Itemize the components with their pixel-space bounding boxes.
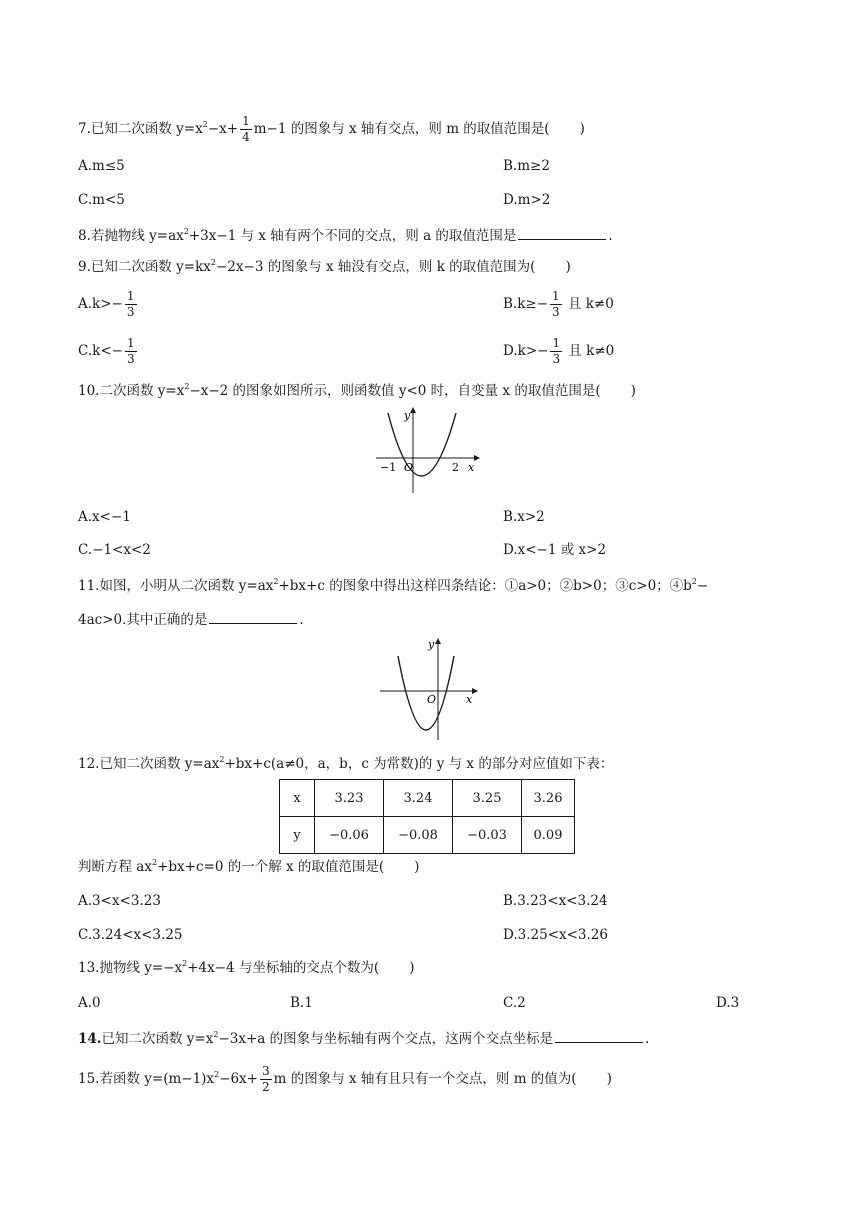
- y-axis-label: y: [404, 409, 411, 422]
- q13-bracket-close: ): [409, 960, 415, 976]
- q9-option-b: [503, 289, 614, 320]
- q12-judge-post: +bx+c=0 的一个解 x 的取值范围是(: [157, 859, 385, 875]
- answer-blank: [518, 225, 606, 240]
- q9-bracket-close: ): [565, 259, 571, 275]
- fraction-denominator: 3: [126, 352, 135, 366]
- exponent: 2: [182, 959, 188, 968]
- exponent: 2: [691, 577, 697, 586]
- question-10: [78, 381, 636, 401]
- question-11-line-1: [78, 576, 708, 596]
- q7-text-pre: 7.已知二次函数 y=x: [78, 121, 203, 137]
- fraction-denominator: 4: [242, 130, 250, 144]
- q7-bracket-close: ): [579, 121, 585, 137]
- q15-bracket-close: ): [606, 1071, 612, 1087]
- y-axis-label: y: [428, 638, 435, 651]
- q9-b-condition: 且 k≠0: [567, 296, 614, 312]
- q10-text-pre: 10.二次函数 y=x: [78, 383, 185, 399]
- table-cell: −0.06: [315, 817, 384, 854]
- q12-option-b: B.3.23<x<3.24: [503, 893, 608, 909]
- q13-option-b: B.1: [290, 995, 313, 1011]
- q9-text-pre: 9.已知二次函数 y=kx: [78, 259, 211, 275]
- root-neg1-label: −1: [380, 461, 397, 474]
- q14-text-post: −3x+a 的图象与坐标轴有两个交点，这两个交点坐标是: [218, 1031, 554, 1047]
- q14-number: 14.: [78, 1031, 102, 1047]
- q7-option-c: C.m<5: [78, 192, 125, 208]
- fraction-numerator: 3: [261, 1064, 270, 1078]
- q9-option-d: [503, 336, 614, 367]
- q13-option-a: A.0: [78, 995, 101, 1011]
- table-cell: −0.03: [453, 817, 522, 854]
- q7-text-post: m−1 的图象与 x 轴有交点，则 m 的取值范围是(: [253, 121, 550, 137]
- y-axis-arrow: [435, 638, 441, 644]
- q11-text-pre: 11.如图，小明从二次函数 y=ax: [78, 578, 274, 594]
- exponent: 2: [184, 382, 190, 391]
- question-8: [78, 225, 613, 246]
- table-cell: 3.26: [522, 780, 575, 817]
- fraction-numerator: 1: [126, 289, 135, 303]
- q9-b-text: B.k≥−: [503, 296, 549, 312]
- exponent: 2: [151, 858, 158, 867]
- q10-option-c: C.−1<x<2: [78, 542, 151, 558]
- fraction-denominator: 3: [126, 305, 135, 319]
- q13-text-pre: 13.抛物线 y=−x: [78, 960, 183, 976]
- fraction-numerator: 1: [552, 336, 561, 350]
- origin-label: O: [404, 461, 414, 474]
- q12-text-pre: 12.已知二次函数 y=ax: [78, 756, 220, 772]
- q12-option-d: D.3.25<x<3.26: [503, 927, 608, 943]
- question-9: [78, 257, 571, 277]
- q15-text-post: m 的图象与 x 轴有且只有一个交点，则 m 的值为(: [273, 1071, 577, 1087]
- exponent: 2: [183, 227, 189, 236]
- exponent: 2: [214, 1070, 220, 1079]
- question-12-judge: [78, 857, 419, 877]
- q13-option-d: D.3: [716, 995, 740, 1011]
- fraction-denominator: 3: [552, 305, 560, 319]
- table-cell: 3.24: [384, 780, 453, 817]
- fraction-one-third: [125, 289, 137, 320]
- q11-line2-text: 4ac>0.其中正确的是: [78, 612, 208, 628]
- x-axis-arrow: [474, 455, 480, 461]
- x-axis-label: x: [466, 693, 473, 706]
- q15-text-pre: 15.若函数 y=(m−1)x: [78, 1071, 215, 1087]
- q10-text-post: −x−2 的图象如图所示，则函数值 y<0 时，自变量 x 的取值范围是(: [189, 383, 601, 399]
- q8-text-pre: 8.若抛物线 y=ax: [78, 228, 184, 244]
- y-axis-arrow: [410, 407, 416, 413]
- fraction-one-quarter: [240, 114, 252, 145]
- q8-end: .: [608, 228, 613, 244]
- q13-text-post: +4x−4 与坐标轴的交点个数为(: [187, 960, 380, 976]
- q7-option-b: B.m≥2: [503, 158, 550, 174]
- question-14: [78, 1028, 649, 1049]
- q11-line2-end: .: [299, 612, 304, 628]
- fraction-numerator: 1: [552, 289, 560, 303]
- fraction-denominator: 2: [261, 1080, 270, 1094]
- fraction-numerator: 1: [242, 114, 250, 128]
- table-cell: −0.08: [384, 817, 453, 854]
- fraction-three-halves: [260, 1064, 272, 1095]
- q7-option-a: A.m≤5: [78, 158, 125, 174]
- table-cell: 0.09: [522, 817, 575, 854]
- fraction-one-third: [550, 289, 562, 320]
- table-cell: 3.23: [315, 780, 384, 817]
- fraction-numerator: 1: [126, 336, 135, 350]
- answer-blank: [555, 1028, 643, 1043]
- x-axis-label: x: [468, 461, 475, 474]
- q9-text-post: −2x−3 的图象与 x 轴没有交点，则 k 的取值范围为(: [216, 259, 536, 275]
- q14-text-pre: 已知二次函数 y=x: [101, 1031, 214, 1047]
- table-row-x: [280, 780, 575, 817]
- fraction-one-third: [125, 336, 137, 367]
- q12-judge-pre: 判断方程 ax: [78, 859, 152, 875]
- q13-option-c: C.2: [503, 995, 526, 1011]
- q12-option-a: A.3<x<3.23: [78, 893, 161, 909]
- question-13: [78, 958, 414, 978]
- q12-bracket-close: ): [414, 859, 420, 875]
- parabola-curve: [388, 413, 456, 476]
- q9-d-condition: 且 k≠0: [568, 343, 615, 359]
- q10-option-d: D.x<−1 或 x>2: [503, 542, 607, 558]
- exponent: 2: [219, 755, 225, 764]
- q10-option-b: B.x>2: [503, 509, 545, 525]
- q8-text-post: +3x−1 与 x 轴有两个不同的交点，则 a 的取值范围是: [188, 228, 517, 244]
- table-cell: 3.25: [453, 780, 522, 817]
- table-cell: x: [280, 780, 315, 817]
- q10-parabola-graph: [370, 405, 480, 495]
- question-15: [78, 1064, 612, 1095]
- exponent: 2: [213, 1030, 219, 1039]
- q9-c-text: C.k<−: [78, 343, 123, 359]
- question-7: [78, 114, 585, 145]
- q12-option-c: C.3.24<x<3.25: [78, 927, 183, 943]
- q11-text-post: +bx+c 的图象中得出这样四条结论：①a>0；②b>0；③c>0；④b: [278, 578, 692, 594]
- q15-text-mid: −6x+: [219, 1071, 258, 1087]
- q10-option-a: A.x<−1: [78, 509, 131, 525]
- q9-option-a: [78, 289, 139, 320]
- q11-parabola-graph: [378, 636, 478, 742]
- parabola-curve: [398, 656, 454, 730]
- q10-bracket-close: ): [630, 383, 636, 399]
- q7-option-d: D.m>2: [503, 192, 551, 208]
- q9-a-text: A.k>−: [78, 296, 123, 312]
- x-axis-arrow: [472, 688, 478, 694]
- table-cell: y: [280, 817, 315, 854]
- table-row-y: [280, 817, 575, 854]
- fraction-denominator: 3: [552, 352, 561, 366]
- origin-label: O: [427, 693, 437, 706]
- exponent: 2: [202, 120, 208, 129]
- answer-blank: [209, 609, 297, 624]
- q7-text-mid: −x+: [207, 121, 239, 137]
- q12-text-post: +bx+c(a≠0，a，b，c 为常数)的 y 与 x 的部分对应值如下表：: [224, 756, 614, 772]
- exponent: 2: [273, 577, 279, 586]
- question-11-line-2: [78, 609, 304, 630]
- q9-d-text: D.k>−: [503, 343, 549, 359]
- exponent: 2: [210, 258, 216, 267]
- q11-line1-end: −: [696, 578, 709, 594]
- q14-end: .: [645, 1031, 650, 1047]
- q9-option-c: [78, 336, 139, 367]
- fraction-one-third: [550, 336, 562, 367]
- root-2-label: 2: [452, 461, 459, 474]
- question-12: [78, 754, 613, 774]
- q12-value-table: [279, 779, 575, 854]
